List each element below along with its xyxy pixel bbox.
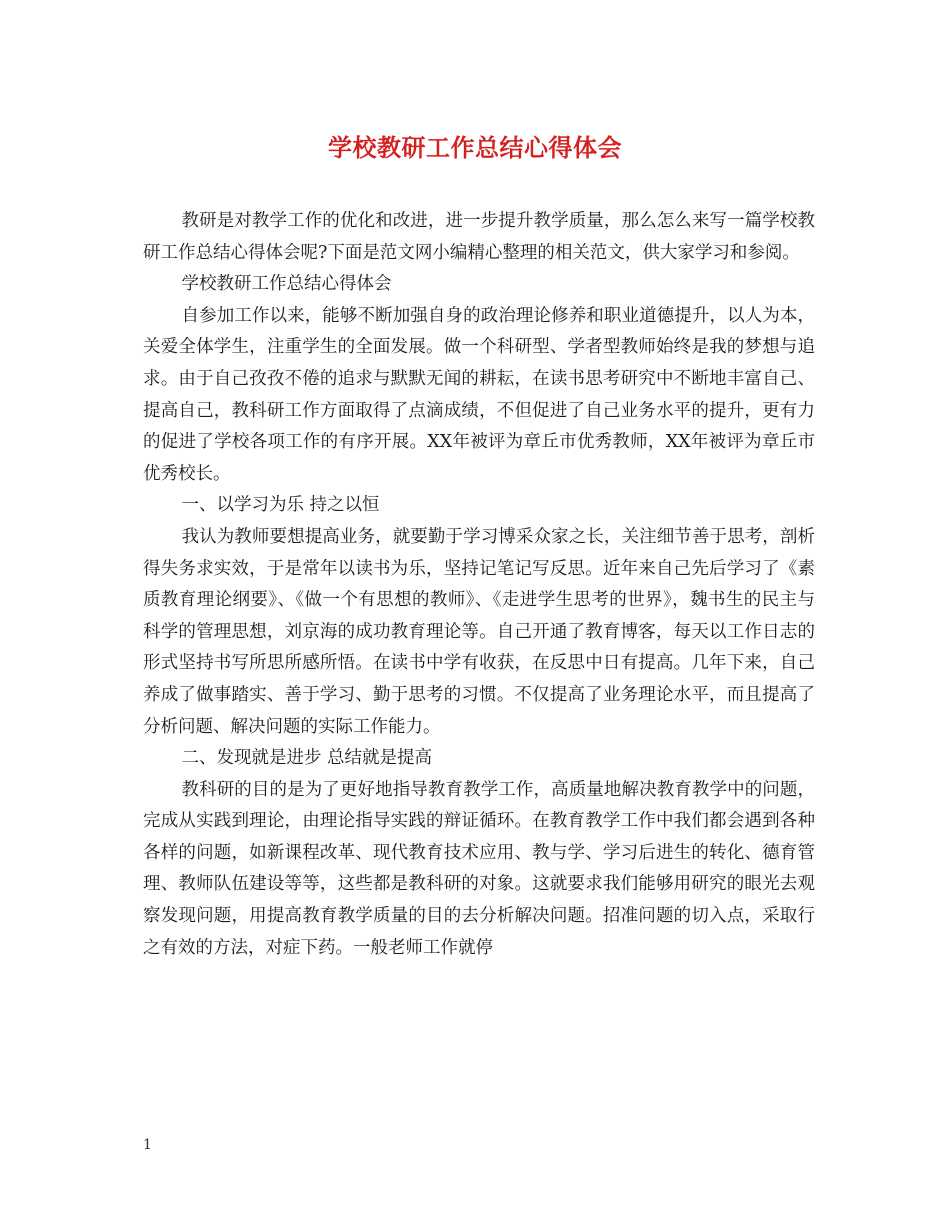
section-heading: 一、以学习为乐 持之以恒 <box>181 495 380 516</box>
page-number: 1 <box>143 1137 152 1153</box>
body-paragraph: 自参加工作以来，能够不断加强自身的政治理论修养和职业道德提升，以人为本，关爱全体学生，注重学生的全面发展。做一个科研型、学者型教师始终是我的梦想与追求。由于自己孜孜不倦的追求与默默无闻的耕耘，在读书思考研究中不断地丰富自己、提高自己，教科研工作方面取得了点滴成绩，不但促进了自己业务水平的提升，更有力的促进了学校各项工作的有序开展。XX年被评为章丘市优秀教师，XX年被评为章丘市优秀校长。 <box>143 305 815 484</box>
body-paragraph: 教科研的目的是为了更好地指导教育教学工作，高质量地解决教育教学中的问题，完成从实践到理论，由理论指导实践的辩证循环。在教育教学工作中我们都会遇到各种各样的问题，如新课程改革、现代教育技术应用、教与学、学习后进生的转化、德育管理、教师队伍建设等等，这些都是教科研的对象。这就要求我们能够用研究的眼光去观察发现问题，用提高教育教学质量的目的去分析解决问题。招准问题的切入点，采取行之有效的方法，对症下药。一般老师工作就停 <box>143 779 815 958</box>
subtitle-paragraph: 学校教研工作总结心得体会 <box>181 274 392 295</box>
document-title: 学校教研工作总结心得体会 <box>328 133 622 162</box>
intro-paragraph: 教研是对教学工作的优化和改进，进一步提升教学质量，那么怎么来写一篇学校教研工作总结心得体会呢?下面是范文网小编精心整理的相关范文，供大家学习和参阅。 <box>143 211 815 263</box>
section-heading: 二、发现就是进步 总结就是提高 <box>181 748 433 769</box>
document-body <box>143 206 815 964</box>
body-paragraph: 我认为教师要想提高业务，就要勤于学习博采众家之长，关注细节善于思考，剖析得失务求实效，于是常年以读书为乐，坚持记笔记写反思。近年来自己先后学习了《素质教育理论纲要》、《做一个有思想的教师》、《走进学生思考的世界》，魏书生的民主与科学的管理思想，刘京海的成功教育理论等。自己开通了教育博客，每天以工作日志的形式坚持书写所思所感所悟。在读书中学有收获，在反思中日有提高。几年下来，自己养成了做事踏实、善于学习、勤于思考的习惯。不仅提高了业务理论水平，而且提高了分析问题、解决问题的实际工作能力。 <box>143 526 815 737</box>
